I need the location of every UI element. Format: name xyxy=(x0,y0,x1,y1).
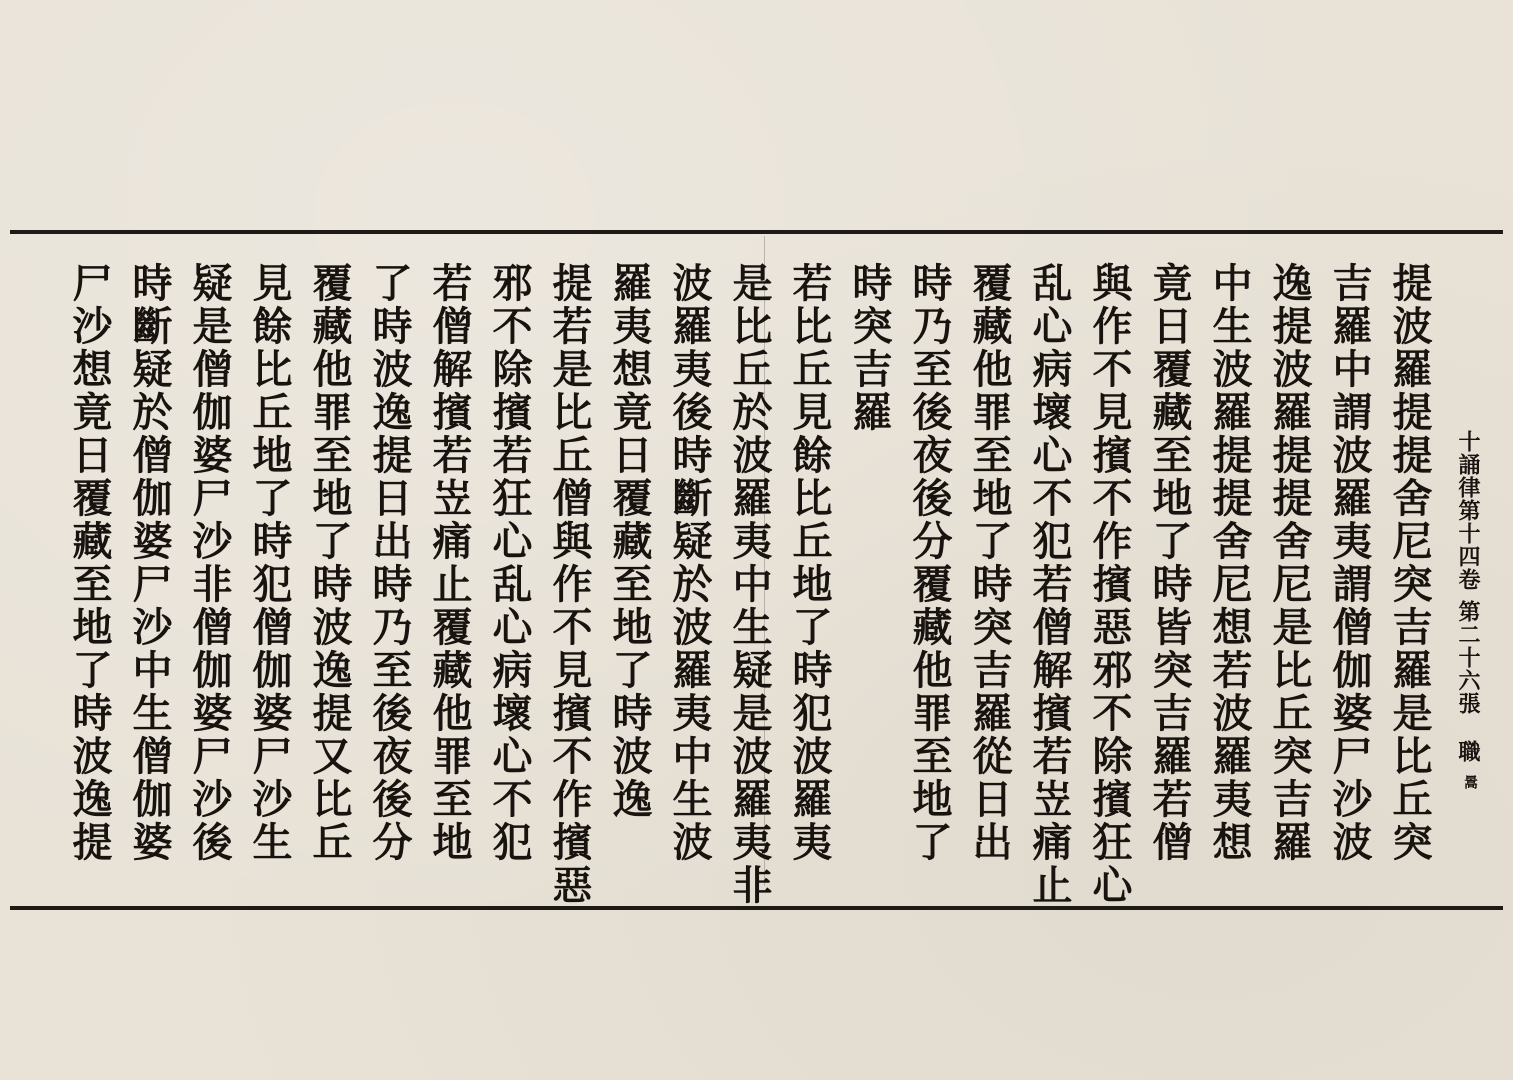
margin-carver-mark-small: 暠 xyxy=(1462,775,1478,789)
text-column-3: 逸提波羅提提舍尼是比丘突吉羅 xyxy=(1266,262,1313,864)
text-column-14: 羅夷想竟日覆藏至地了時波逸 xyxy=(606,262,653,821)
text-column-4: 中生波羅提提舍尼想若波羅夷想 xyxy=(1206,262,1253,864)
text-column-16: 邪不除擯若狂心乱心病壞心不犯 xyxy=(486,262,533,864)
text-column-11: 若比丘見餘比丘地了時犯波羅夷 xyxy=(786,262,833,864)
text-column-12: 是比丘於波羅夷中生疑是波羅夷非 xyxy=(726,262,773,907)
text-column-10: 時突吉羅 xyxy=(846,262,893,434)
text-column-18: 了時波逸提日出時乃至後夜後分 xyxy=(366,262,413,864)
text-column-20: 見餘比丘地了時犯僧伽婆尸沙生 xyxy=(246,262,293,864)
text-column-9: 時乃至後夜後分覆藏他罪至地了 xyxy=(906,262,953,864)
margin-volume-title: 十誦律第十四卷 xyxy=(1455,430,1481,591)
text-column-22: 時斷疑於僧伽婆尸沙中生僧伽婆 xyxy=(126,262,173,864)
text-column-2: 吉羅中謂波羅夷謂僧伽婆尸沙波 xyxy=(1326,262,1373,864)
text-column-5: 竟日覆藏至地了時皆突吉羅若僧 xyxy=(1146,262,1193,864)
text-column-8: 覆藏他罪至地了時突吉羅從日出 xyxy=(966,262,1013,864)
text-column-19: 覆藏他罪至地了時波逸提又比丘 xyxy=(306,262,353,864)
text-column-17: 若僧解擯若岦痛止覆藏他罪至地 xyxy=(426,262,473,864)
text-column-1: 提波羅提提舍尼突吉羅是比丘突 xyxy=(1386,262,1433,864)
text-column-15: 提若是比丘僧與作不見擯不作擯惡 xyxy=(546,262,593,907)
text-column-13: 波羅夷後時斷疑於波羅夷中生波 xyxy=(666,262,713,864)
text-column-23: 尸沙想竟日覆藏至地了時波逸提 xyxy=(66,262,113,864)
text-column-6: 與作不見擯不作擯惡邪不除擯狂心 xyxy=(1086,262,1133,907)
text-column-21: 疑是僧伽婆尸沙非僧伽婆尸沙後 xyxy=(186,262,233,864)
margin-carver-mark: 職 xyxy=(1455,740,1481,762)
top-border-rule xyxy=(10,230,1503,234)
margin-page-number: 第二十六張 xyxy=(1455,600,1481,715)
text-column-7: 乱心病壞心不犯若僧解擯若岦痛止 xyxy=(1026,262,1073,907)
